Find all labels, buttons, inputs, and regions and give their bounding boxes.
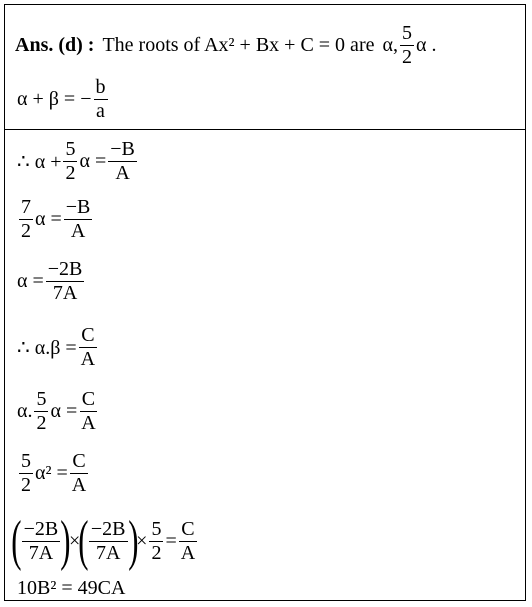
- fraction: [79, 389, 97, 434]
- fraction: [19, 197, 33, 242]
- fraction: [19, 451, 33, 496]
- fraction: [22, 519, 61, 564]
- fraction: [63, 139, 77, 184]
- fraction-denominator: 2: [65, 162, 76, 184]
- fraction: [34, 389, 48, 434]
- fraction: [89, 519, 128, 564]
- answer-label: Ans. (d) :: [15, 34, 95, 56]
- step-2: [17, 197, 94, 242]
- right-paren: ): [127, 510, 138, 572]
- fraction-numerator: −B: [110, 138, 135, 160]
- fraction: [179, 519, 197, 564]
- fraction-denominator: A: [80, 348, 96, 370]
- fraction-denominator: 2: [151, 541, 162, 564]
- step-prefix: α =: [17, 270, 44, 292]
- fraction-numerator: 5: [151, 517, 162, 540]
- step-5: [17, 389, 100, 434]
- fraction-numerator: C: [81, 324, 95, 346]
- fraction-numerator: 5: [401, 22, 412, 44]
- fraction-numerator: 5: [36, 388, 47, 410]
- roots-intro: The roots of Ax² + Bx + C = 0 are: [102, 34, 375, 56]
- fraction: [149, 519, 163, 564]
- step-middle: α² =: [35, 462, 68, 484]
- fraction-numerator: b: [95, 76, 106, 98]
- fraction-numerator: C: [81, 388, 96, 410]
- fraction-numerator: C: [72, 450, 86, 472]
- final-result: [17, 577, 125, 600]
- fraction-numerator: 5: [21, 450, 31, 472]
- fraction-numerator: 7: [21, 196, 31, 218]
- fraction: [64, 197, 93, 242]
- fraction-denominator: 2: [36, 412, 47, 434]
- step-middle: α =: [50, 400, 78, 422]
- fraction-numerator: −2B: [47, 258, 83, 280]
- fraction-denominator: 2: [21, 474, 31, 496]
- fraction-numerator: C: [181, 517, 195, 540]
- fraction-denominator: 7A: [95, 541, 121, 564]
- fraction: [108, 139, 137, 184]
- sum-fraction: [94, 77, 108, 122]
- step-middle: α =: [79, 150, 107, 172]
- fraction: [70, 451, 88, 496]
- fraction-denominator: A: [180, 541, 196, 564]
- left-paren: (: [11, 510, 22, 572]
- fraction-denominator: A: [71, 474, 87, 496]
- fraction-denominator: A: [70, 220, 86, 242]
- answer-heading: [15, 23, 436, 68]
- fraction-denominator: 7A: [28, 541, 54, 564]
- final-equation: 10B² = 49CA: [17, 577, 126, 599]
- fraction-denominator: 2: [21, 220, 31, 242]
- left-paren: (: [78, 510, 89, 572]
- fraction-denominator: a: [96, 100, 105, 122]
- fraction-denominator: 7A: [52, 282, 78, 304]
- fraction: [79, 325, 97, 370]
- fraction-denominator: A: [81, 412, 96, 434]
- root-alpha: α,: [382, 34, 398, 56]
- answer-box: [4, 4, 526, 601]
- fraction-numerator: 5: [65, 138, 76, 160]
- header-divider: [5, 129, 525, 130]
- root-coefficient: [400, 23, 414, 68]
- fraction: [46, 259, 85, 304]
- root-second: α .: [415, 34, 437, 56]
- step-prefix: α.: [17, 400, 33, 422]
- right-paren: ): [60, 510, 71, 572]
- step-4: [17, 325, 99, 370]
- equals-sign: =: [165, 529, 177, 552]
- fraction-numerator: −2B: [90, 517, 126, 540]
- step-prefix: ∴ α.β =: [17, 337, 77, 359]
- fraction-numerator: −B: [65, 196, 91, 218]
- times-sign: ×: [68, 529, 81, 552]
- times-sign: ×: [136, 529, 148, 552]
- sum-of-roots: [17, 77, 110, 122]
- fraction-numerator: −2B: [23, 517, 59, 540]
- fraction-denominator: A: [115, 162, 130, 184]
- step-prefix: ∴ α +: [17, 151, 62, 173]
- step-3: [17, 259, 86, 304]
- fraction-denominator: 2: [401, 46, 412, 68]
- step-middle: α =: [35, 208, 62, 230]
- sum-lhs: α + β = −: [17, 88, 92, 110]
- step-6: [17, 451, 90, 496]
- step-7: [11, 510, 199, 572]
- step-1: [17, 139, 139, 184]
